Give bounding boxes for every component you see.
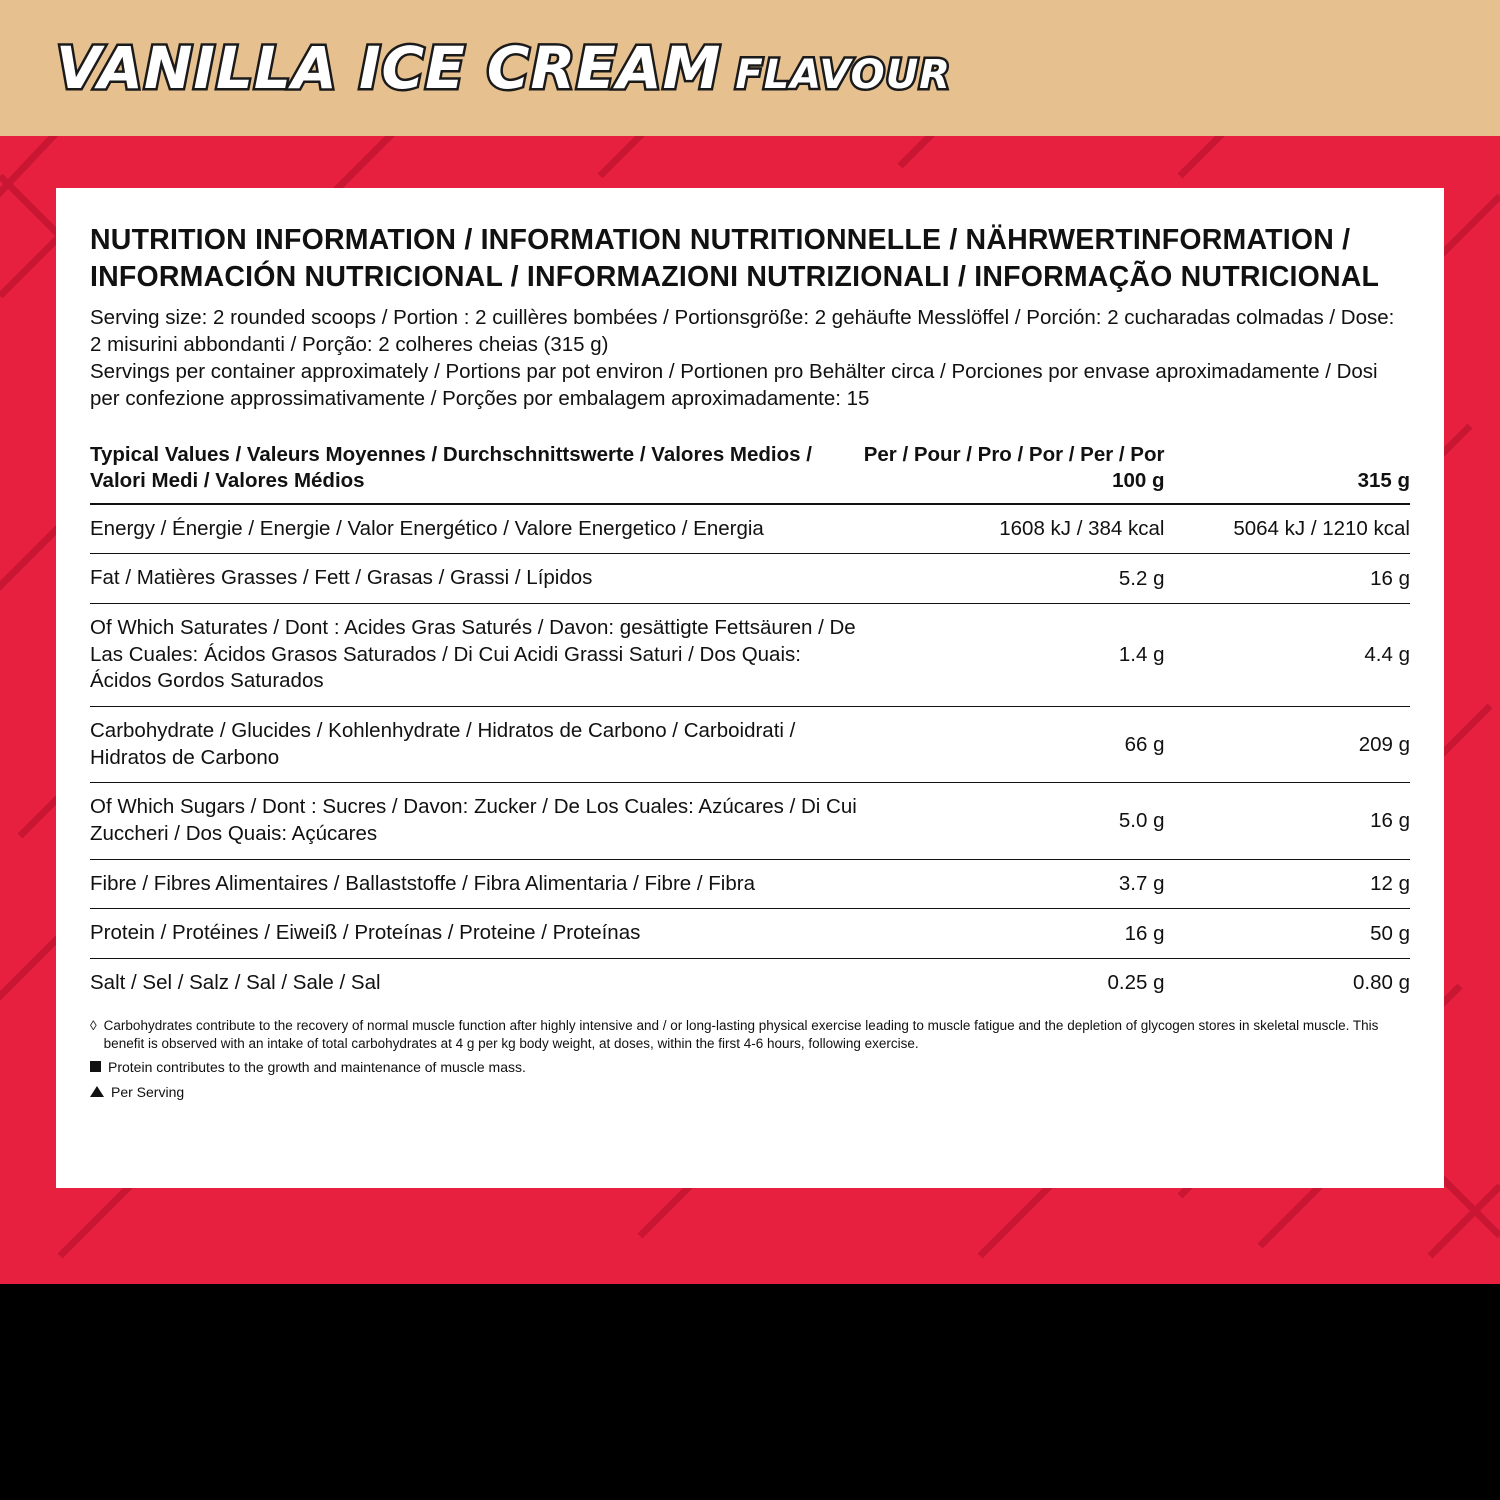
row-label: Fat / Matières Grasses / Fett / Grasas / Grassi / Lípidos [90, 566, 593, 590]
servings-per-container-text: Servings per container approximately / Portions par pot environ / Portionen pro Behälter circa / Porciones por envase aproximadamente / Dosi per confezione approssimativamente / Porções por embalagem aproximadamente: 15 [90, 360, 1378, 411]
row-per-serving: 50 g [1370, 921, 1410, 945]
row-per-100g: 3.7 g [1118, 871, 1165, 895]
row-label: Of Which Sugars / Dont : Sucres / Davon: Zucker / De Los Cuales: Azúcares / Di Cui Zuccheri / Dos Quais: Açúcares [90, 795, 857, 845]
row-per-100g: 66 g [1124, 732, 1165, 756]
triangle-icon [90, 1084, 104, 1101]
row-label: Of Which Saturates / Dont : Acides Gras Saturés / Davon: gesättigte Fettsäuren / De Las Cuales: Ácidos Grasos Saturados / Di Cui Acidi Grassi Saturi / Dos Quais: Ácidos Gordos Saturados [90, 616, 856, 693]
flavour-title [56, 34, 951, 102]
row-per-serving: 4.4 g [1364, 643, 1410, 667]
row-per-serving: 16 g [1370, 808, 1410, 832]
row-per-serving: 209 g [1358, 732, 1410, 756]
row-per-100g: 5.2 g [1118, 566, 1165, 590]
row-per-100g: 5.0 g [1118, 808, 1165, 832]
flavour-name: VANILLA ICE CREAM [56, 34, 722, 102]
table-head [90, 431, 1410, 504]
flavour-banner [0, 0, 1500, 136]
row-per-serving: 12 g [1370, 871, 1410, 895]
header-per-serving [1164, 431, 1410, 504]
red-background [0, 136, 1500, 1284]
footnote-protein-text: Protein contributes to the growth and maintenance of muscle mass. [108, 1059, 526, 1075]
table-row [90, 958, 1410, 1007]
nutrition-card [56, 188, 1444, 1188]
table-row [90, 909, 1410, 959]
diamond-icon: ◊ [90, 1018, 97, 1034]
flavour-suffix: FLAVOUR [735, 52, 951, 98]
footnote-per-serving [90, 1084, 1410, 1102]
row-per-100g: 1.4 g [1118, 643, 1165, 667]
row-label: Salt / Sel / Salz / Sal / Sale / Sal [90, 970, 381, 994]
header-typical-values: Typical Values / Valeurs Moyennes / Durchschnittswerte / Valores Medios / Valori Medi / Valores Médios [90, 431, 864, 504]
table-row [90, 706, 1410, 782]
row-label: Fibre / Fibres Alimentaires / Ballaststoffe / Fibra Alimentaria / Fibre / Fibra [90, 871, 755, 895]
row-per-100g: 1608 kJ / 384 kcal [999, 517, 1165, 541]
footnote-per-serving-text: Per Serving [111, 1083, 185, 1100]
panel-headline: NUTRITION INFORMATION / INFORMATION NUTRITIONNELLE / NÄHRWERTINFORMATION / INFORMACIÓN NUTRICIONAL / INFORMAZIONI NUTRIZIONALI / INFORMAÇÃO NUTRICIONAL [90, 224, 1380, 293]
serving-size-text: Serving size: 2 rounded scoops / Portion : 2 cuillères bombées / Portionsgröße: 2 gehäufte Messlöffel / Porción: 2 cucharadas colmadas / Dose: 2 misurini abbondanti / Porção: 2 colheres cheias (315 g) [90, 305, 1395, 356]
footnote-carbohydrates-text: Carbohydrates contribute to the recovery of normal muscle function after highly intensive and / or long-lasting physical exercise leading to muscle fatigue and the depletion of glycogen stores in skeletal muscle. This benefit is observed with an intake of total carbohydrates at 4 g per kg body weight, at doses, within the first 4-6 hours, following exercise. [103, 1018, 1379, 1051]
table-row [90, 783, 1410, 859]
header-col1-value: 100 g [1112, 469, 1165, 493]
square-icon [90, 1059, 101, 1076]
footnote-carbohydrates [90, 1017, 1410, 1052]
table-row [90, 554, 1410, 604]
table-row [90, 604, 1410, 707]
row-label: Carbohydrate / Glucides / Kohlenhydrate / Hidratos de Carbono / Carboidrati / Hidratos de Carbono [90, 718, 796, 769]
header-per-100g [864, 431, 1165, 504]
bottom-black-band [0, 1284, 1500, 1500]
row-label: Energy / Énergie / Energie / Valor Energético / Valore Energetico / Energia [90, 516, 764, 540]
nutrition-table [90, 431, 1410, 1008]
row-label: Protein / Protéines / Eiweiß / Proteínas / Proteine / Proteínas [90, 921, 641, 945]
footnotes [90, 1017, 1410, 1101]
footnote-protein [90, 1059, 1410, 1077]
row-per-100g: 16 g [1124, 921, 1165, 945]
table-header-row [90, 431, 1410, 504]
row-per-serving: 5064 kJ / 1210 kcal [1233, 517, 1410, 541]
table-row [90, 504, 1410, 554]
row-per-100g: 0.25 g [1107, 971, 1165, 995]
table-body [90, 504, 1410, 1008]
row-per-serving: 16 g [1370, 566, 1410, 590]
header-col2-value: 315 g [1357, 469, 1410, 493]
table-row [90, 859, 1410, 909]
row-per-serving: 0.80 g [1353, 971, 1410, 995]
header-per-prefix: Per / Pour / Pro / Por / Per / Por [863, 442, 1165, 466]
